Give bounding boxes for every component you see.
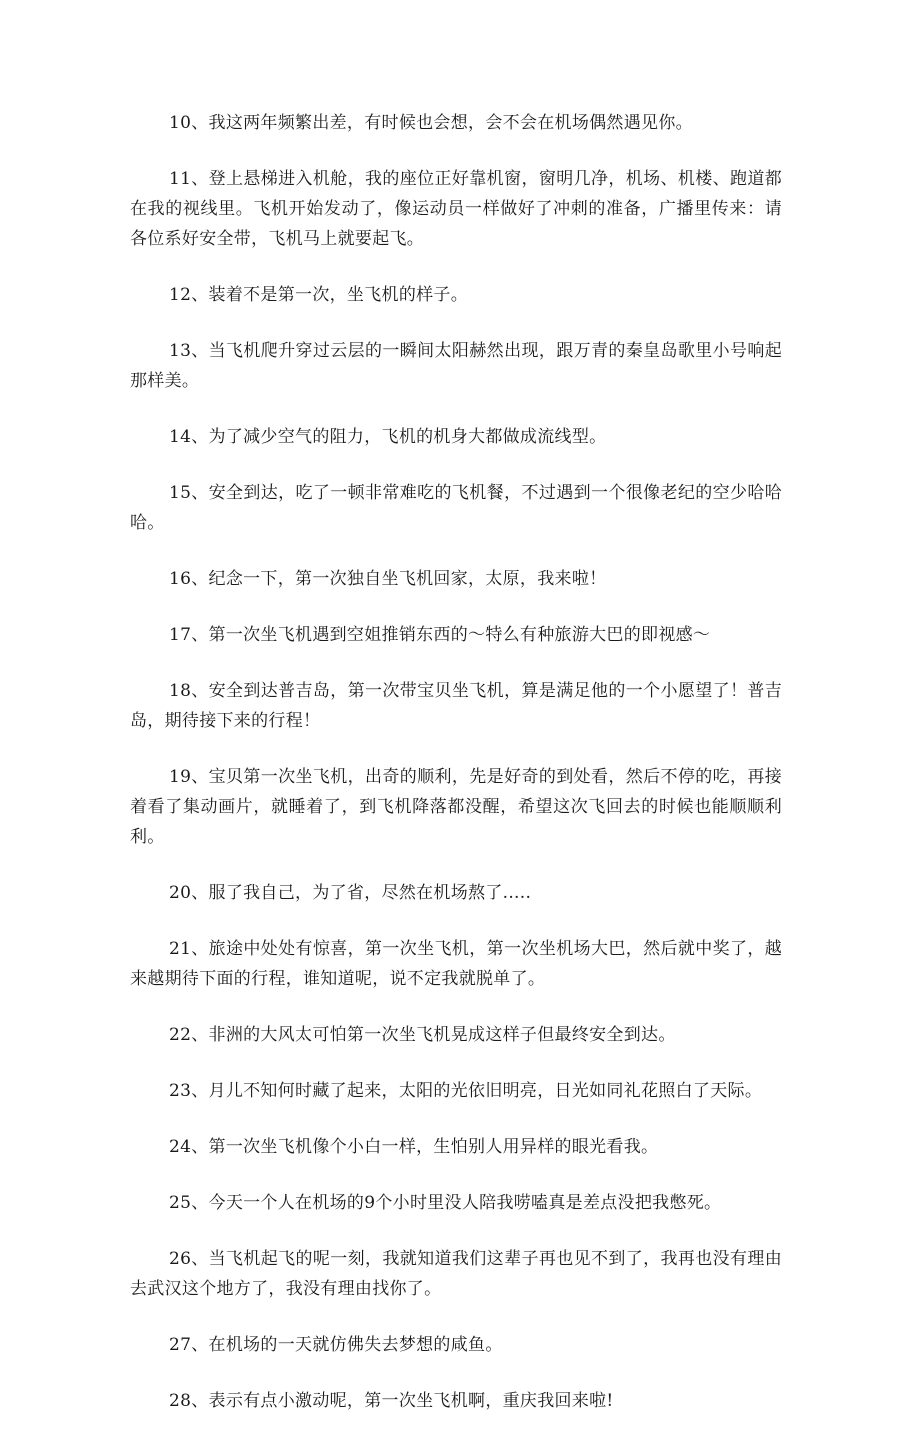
paragraph-26: 26、当飞机起飞的呢一刻，我就知道我们这辈子再也见不到了，我再也没有理由去武汉这个地方了，我没有理由找你了。 bbox=[130, 1249, 782, 1299]
paragraph-19: 19、宝贝第一次坐飞机，出奇的顺利，先是好奇的到处看，然后不停的吃，再接着看了集动画片，就睡着了，到飞机降落都没醒，希望这次飞回去的时候也能顺顺利利。 bbox=[130, 767, 782, 847]
paragraph-14: 14、为了减少空气的阻力，飞机的机身大都做成流线型。 bbox=[169, 427, 607, 447]
paragraph-22: 22、非洲的大风太可怕第一次坐飞机晃成这样子但最终安全到达。 bbox=[169, 1025, 676, 1045]
paragraph-23: 23、月儿不知何时藏了起来，太阳的光依旧明亮，日光如同礼花照白了天际。 bbox=[169, 1081, 763, 1101]
paragraph-16: 16、纪念一下，第一次独自坐飞机回家，太原，我来啦！ bbox=[169, 569, 607, 589]
paragraph-21: 21、旅途中处处有惊喜，第一次坐飞机，第一次坐机场大巴，然后就中奖了，越来越期待下面的行程，谁知道呢，说不定我就脱单了。 bbox=[130, 939, 782, 989]
paragraph-12: 12、装着不是第一次，坐飞机的样子。 bbox=[169, 285, 469, 305]
paragraph-24: 24、第一次坐飞机像个小白一样，生怕别人用异样的眼光看我。 bbox=[169, 1137, 659, 1157]
paragraph-25: 25、今天一个人在机场的9个小时里没人陪我唠嗑真是差点没把我憋死。 bbox=[169, 1193, 722, 1213]
document-body bbox=[130, 108, 782, 1442]
paragraph-28: 28、表示有点小激动呢，第一次坐飞机啊，重庆我回来啦! bbox=[169, 1391, 614, 1411]
paragraph-15: 15、安全到达，吃了一顿非常难吃的飞机餐，不过遇到一个很像老纪的空少哈哈哈。 bbox=[130, 483, 782, 533]
paragraph-17: 17、第一次坐飞机遇到空姐推销东西的～特么有种旅游大巴的即视感～ bbox=[169, 625, 711, 645]
paragraph-27: 27、在机场的一天就仿佛失去梦想的咸鱼。 bbox=[169, 1335, 503, 1355]
paragraph-13: 13、当飞机爬升穿过云层的一瞬间太阳赫然出现，跟万青的秦皇岛歌里小号响起那样美。 bbox=[130, 341, 782, 391]
paragraph-11: 11、登上悬梯进入机舱，我的座位正好靠机窗，窗明几净，机场、机楼、跑道都在我的视线里。飞机开始发动了，像运动员一样做好了冲刺的准备，广播里传来：请各位系好安全带，飞机马上就要起飞。 bbox=[130, 169, 782, 249]
paragraph-18: 18、安全到达普吉岛，第一次带宝贝坐飞机，算是满足他的一个小愿望了！普吉岛，期待接下来的行程！ bbox=[130, 681, 782, 731]
paragraph-20: 20、服了我自己，为了省，尽然在机场熬了..... bbox=[169, 883, 532, 903]
paragraph-10: 10、我这两年频繁出差，有时候也会想，会不会在机场偶然遇见你。 bbox=[169, 113, 693, 133]
